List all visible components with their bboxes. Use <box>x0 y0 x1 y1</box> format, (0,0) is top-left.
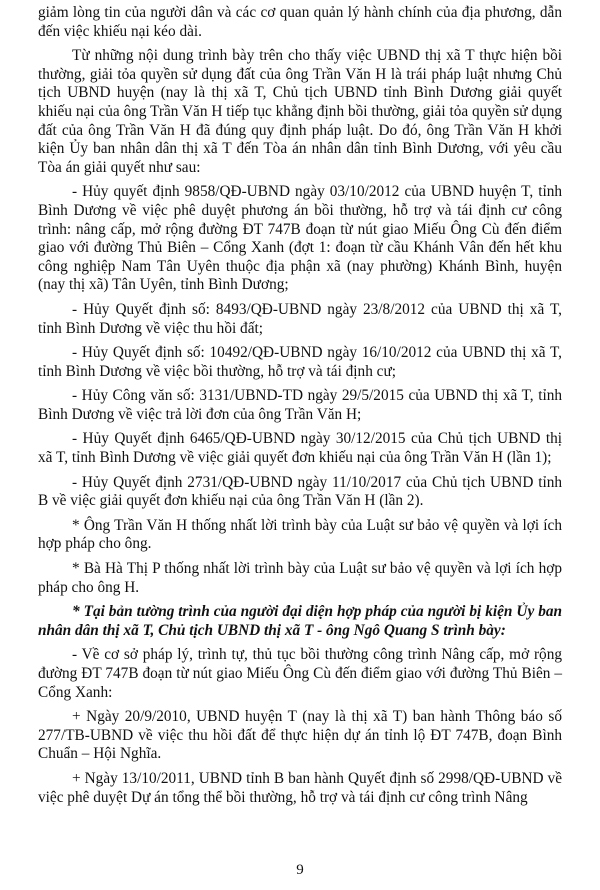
paragraph-intro-continuation: giảm lòng tin của người dân và các cơ quan quản lý hành chính của địa phương, dẫn đến việc khiếu nại kéo dài. <box>38 4 562 40</box>
statement-related-party: * Bà Hà Thị P thống nhất lời trình bày của Luật sư bảo vệ quyền và lợi ích hợp pháp cho ông H. <box>38 560 562 596</box>
defendant-point-2011: + Ngày 13/10/2011, UBND tỉnh B ban hành Quyết định số 2998/QĐ-UBND về việc phê duyệt Dự án tổng thể bồi thường, hỗ trợ và tái định cư công trình Nâng <box>38 769 562 806</box>
defendant-point-legal-basis: - Về cơ sở pháp lý, trình tự, thủ tục bồi thường công trình Nâng cấp, mở rộng đường ĐT 747B đoạn từ nút giao Miếu Ông Cù đến điểm giao với đường Thủ Biên – Cổng Xanh: <box>38 646 562 701</box>
paragraph-summary: Từ những nội dung trình bày trên cho thấy việc UBND thị xã T thực hiện bồi thường, giải tỏa quyền sử dụng đất của ông Trần Văn H là trái pháp luật nhưng Chủ tịch UBND huyện (nay là thị xã T, Chủ tịch UBND tỉnh Bình Dương giải quyết khiếu nại của ông Trần Văn H tiếp tục khẳng định bồi thường, giải tỏa quyền sử dụng đất của ông Trần Văn H đã đúng quy định pháp luật. Do đó, ông Trần Văn H khởi kiện Ủy ban nhân dân thị xã T đến Tòa án nhân dân tỉnh Bình Dương, với yêu cầu Tòa án giải quyết như sau: <box>38 47 562 176</box>
section-heading-defendant: * Tại bản tường trình của người đại diện hợp pháp của người bị kiện Ủy ban nhân dân thị xã T, Chủ tịch UBND thị xã T - ông Ngô Quang S trình bày: <box>38 603 562 639</box>
request-item-1: - Hủy quyết định 9858/QĐ-UBND ngày 03/10/2012 của UBND huyện T, tỉnh Bình Dương về việc phê duyệt phương án bồi thường, hỗ trợ và tái định cư công trình: nâng cấp, mở rộng đường ĐT 747B đoạn từ nút giao Miếu Ông Cù đến điểm giao với đường Thủ Biên – Cổng Xanh (đợt 1: đoạn từ cầu Khánh Vân đến hết khu công nghiệp Nam Tân Uyên thuộc địa phận xã (nay phường) Khánh Bình, huyện (nay thị xã) Tân Uyên, tỉnh Bình Dương; <box>38 183 562 294</box>
page-number: 9 <box>296 862 304 878</box>
request-item-2: - Hủy Quyết định số: 8493/QĐ-UBND ngày 23/8/2012 của UBND thị xã T, tỉnh Bình Dương về việc thu hồi đất; <box>38 300 562 337</box>
request-item-4: - Hủy Công văn số: 3131/UBND-TD ngày 29/5/2015 của UBND thị xã T, tỉnh Bình Dương về việc trả lời đơn của ông Trần Văn H; <box>38 387 562 423</box>
defendant-point-2010: + Ngày 20/9/2010, UBND huyện T (nay là thị xã T) ban hành Thông báo số 277/TB-UBND về việc thu hồi đất để thực hiện dự án tỉnh lộ ĐT 747B, đoạn Bình Chuẩn – Hội Nghĩa. <box>38 708 562 763</box>
request-item-6: - Hủy Quyết định 2731/QĐ-UBND ngày 11/10/2017 của Chủ tịch UBND tỉnh B về việc giải quyết đơn khiếu nại của ông Trần Văn H (lần 2). <box>38 473 562 510</box>
request-item-5: - Hủy Quyết định 6465/QĐ-UBND ngày 30/12/2015 của Chủ tịch UBND thị xã T, tỉnh Bình Dương về việc giải quyết đơn khiếu nại của ông Trần Văn H (lần 1); <box>38 430 562 467</box>
statement-plaintiff: * Ông Trần Văn H thống nhất lời trình bày của Luật sư bảo vệ quyền và lợi ích hợp pháp cho ông. <box>38 516 562 553</box>
request-item-3: - Hủy Quyết định số: 10492/QĐ-UBND ngày 16/10/2012 của UBND thị xã T, tỉnh Bình Dương về việc bồi thường, hỗ trợ và tái định cư; <box>38 344 562 380</box>
